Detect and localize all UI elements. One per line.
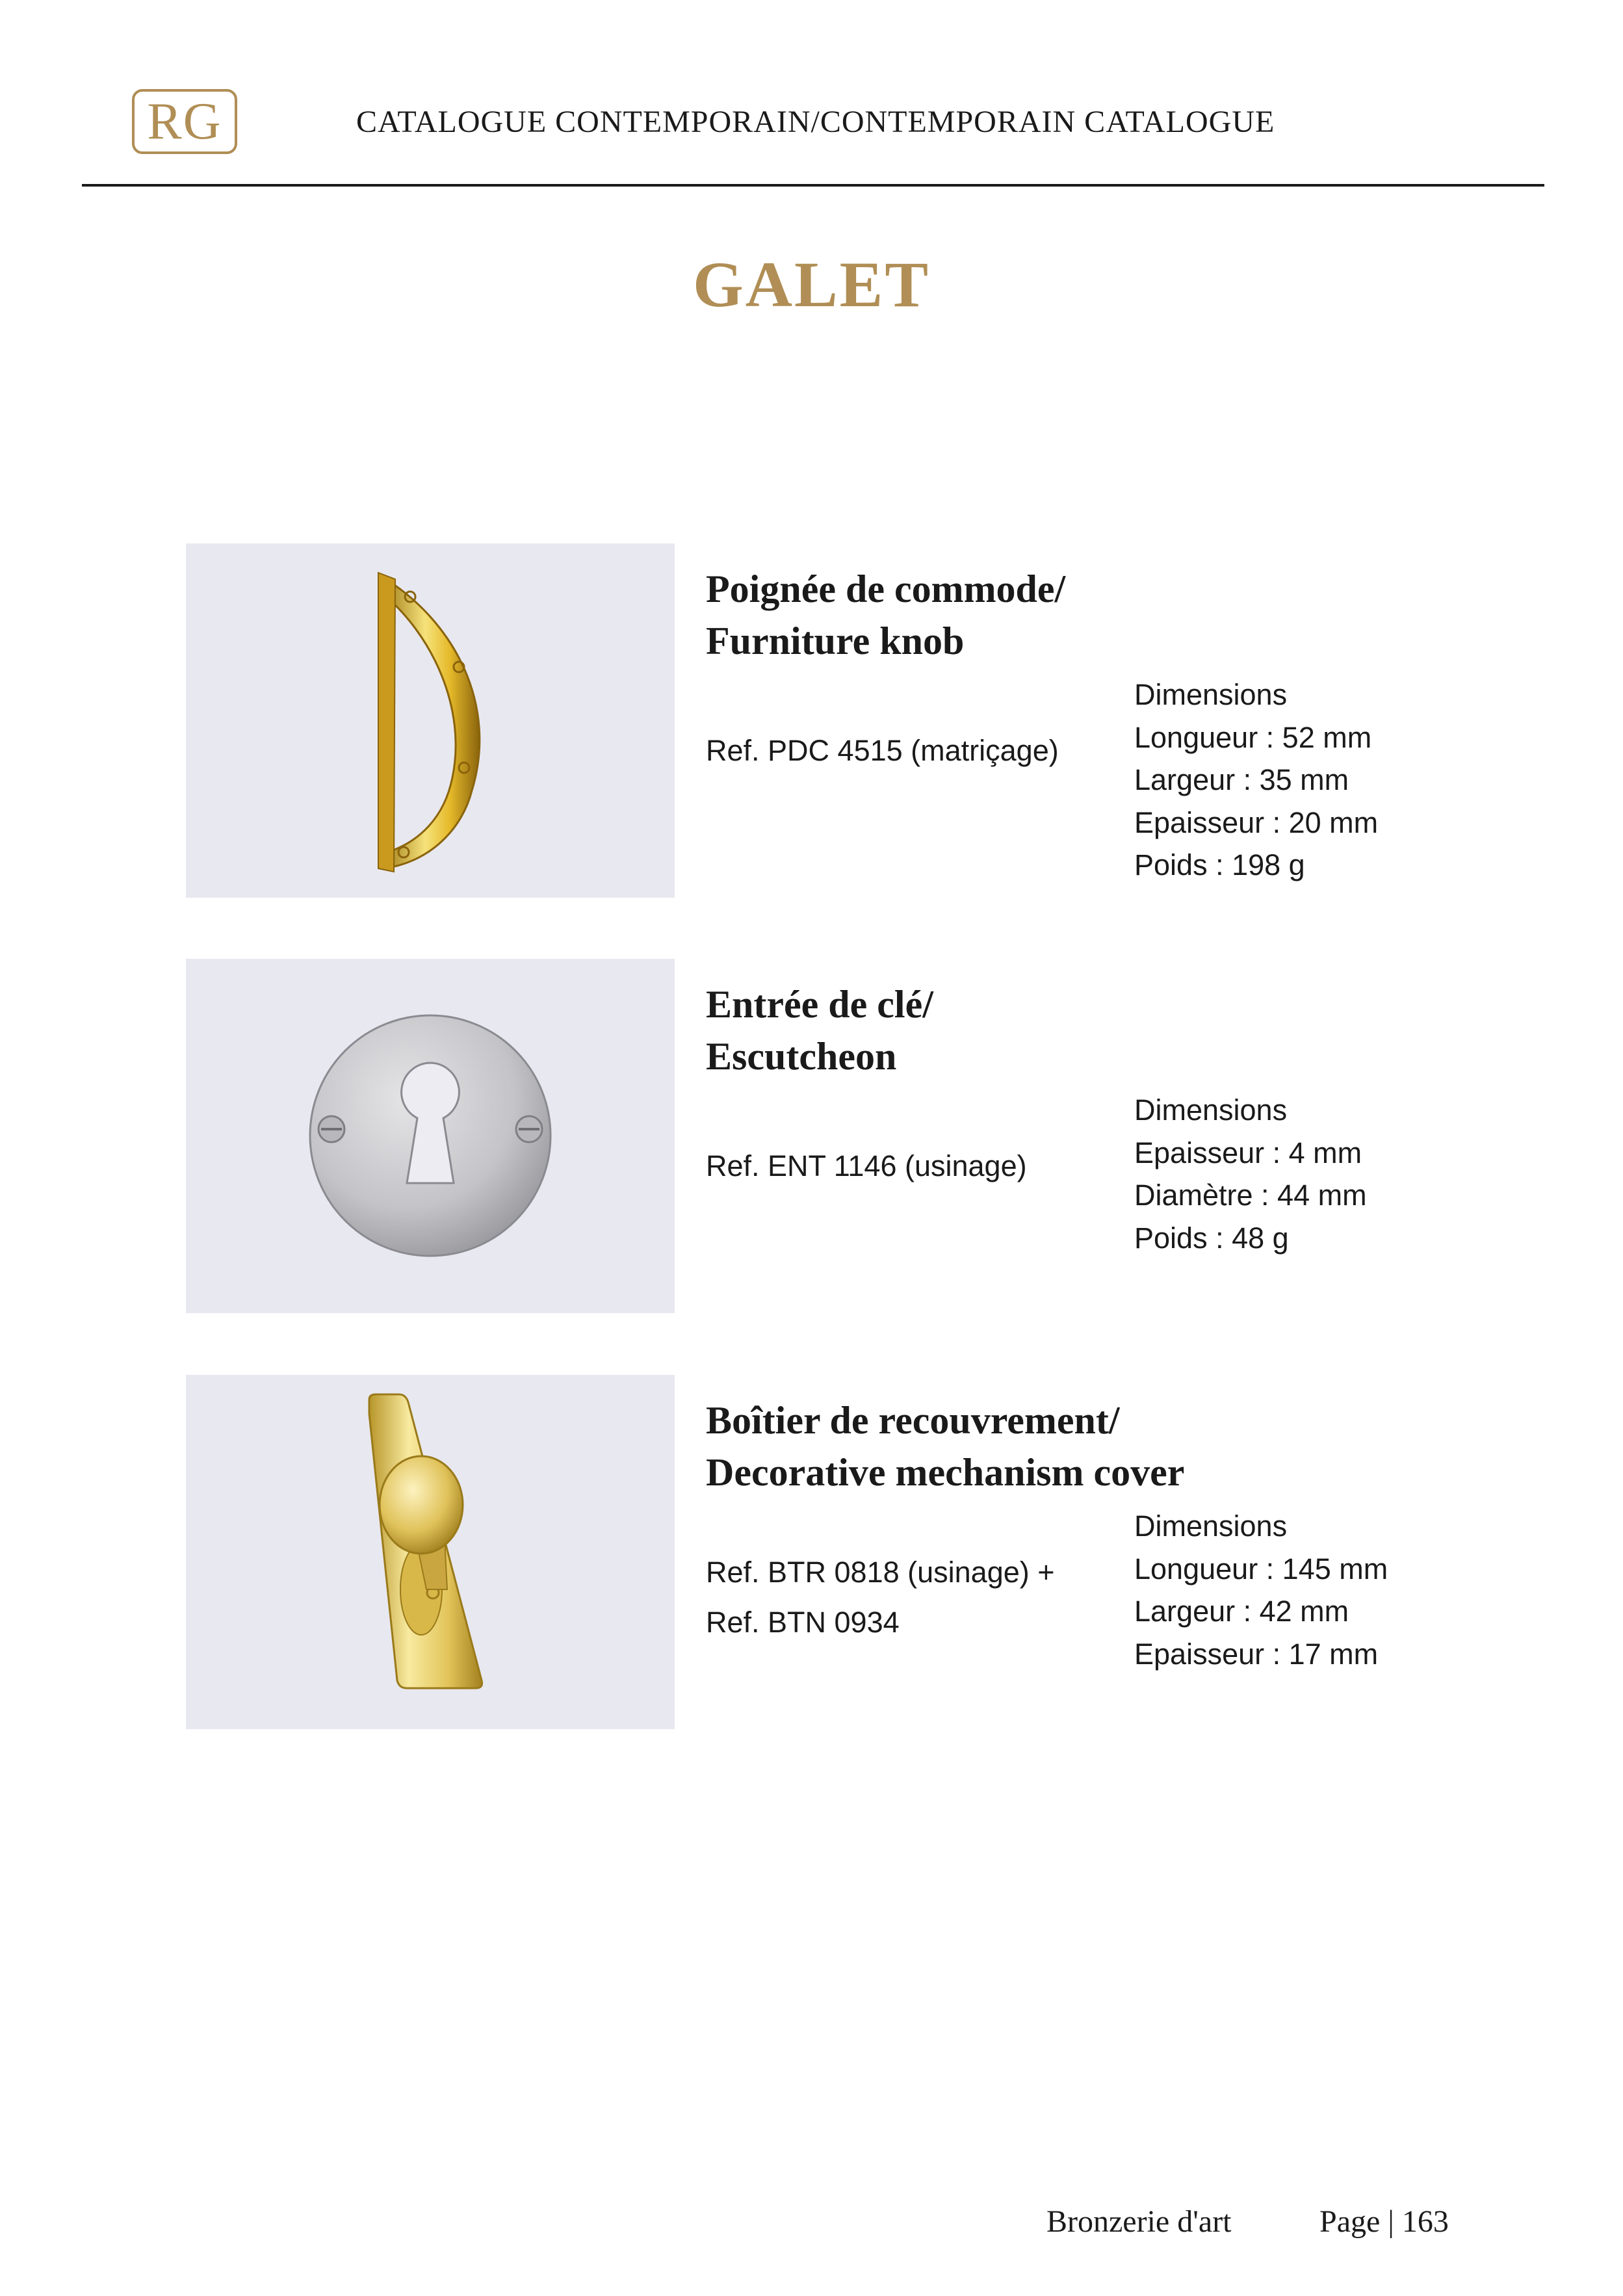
dimension-weight: Poids : 198 g [1134,848,1305,881]
page-title: GALET [692,248,931,320]
ref-line: Ref. ENT 1146 (usinage) [706,1149,1027,1182]
footer-brand: Bronzerie d'art [1046,2204,1232,2239]
product-card [0,959,1623,1313]
product-dimensions [1134,673,1378,887]
ref-line: Ref. BTR 0818 (usinage) + [706,1556,1055,1589]
product-photo-escutcheon [186,959,675,1313]
product-dimensions [1134,1505,1388,1675]
dimension-length: Longueur : 52 mm [1134,720,1372,754]
product-reference [706,1547,1055,1647]
ref-line: Ref. BTN 0934 [706,1606,900,1639]
product-name-fr: Entrée de clé/ [706,983,933,1026]
product-card [0,543,1623,898]
product-name-en: Furniture knob [706,620,965,662]
dimension-thickness: Epaisseur : 4 mm [1134,1136,1362,1169]
dimensions-label: Dimensions [1134,678,1288,711]
logo-text: RG [147,92,222,150]
product-name-en: Decorative mechanism cover [706,1451,1185,1494]
satin-nickel-escutcheon-icon [186,959,675,1313]
product-name-fr: Boîtier de recouvrement/ [706,1399,1120,1442]
dimension-diameter: Diamètre : 44 mm [1134,1179,1367,1212]
dimension-thickness: Epaisseur : 20 mm [1134,805,1379,839]
product-name [706,1394,1184,1498]
product-name [706,563,1065,667]
product-name [706,978,933,1082]
dimension-length: Longueur : 145 mm [1134,1552,1388,1585]
catalogue-title: CATALOGUE CONTEMPORAIN/CONTEMPORAIN CATALOGUE [356,105,1275,139]
product-photo-furniture-knob [186,543,675,898]
dimensions-label: Dimensions [1134,1509,1288,1543]
dimension-width: Largeur : 42 mm [1134,1595,1349,1628]
dimension-width: Largeur : 35 mm [1134,763,1349,796]
dimensions-label: Dimensions [1134,1093,1288,1127]
rg-logo [132,89,237,154]
brass-furniture-knob-icon [186,543,675,898]
page-number: Page | 163 [1319,2204,1449,2239]
product-reference [706,725,1059,776]
dimension-weight: Poids : 48 g [1134,1221,1289,1255]
product-photo-mechanism-cover [186,1375,675,1729]
product-name-en: Escutcheon [706,1035,897,1078]
product-card [0,1375,1623,1729]
dimension-thickness: Epaisseur : 17 mm [1134,1637,1379,1671]
product-name-fr: Poignée de commode/ [706,567,1066,610]
brass-mechanism-cover-icon [186,1375,675,1729]
product-reference [706,1141,1027,1191]
product-dimensions [1134,1089,1367,1259]
header-divider [82,184,1544,187]
ref-line: Ref. PDC 4515 (matriçage) [706,734,1059,767]
